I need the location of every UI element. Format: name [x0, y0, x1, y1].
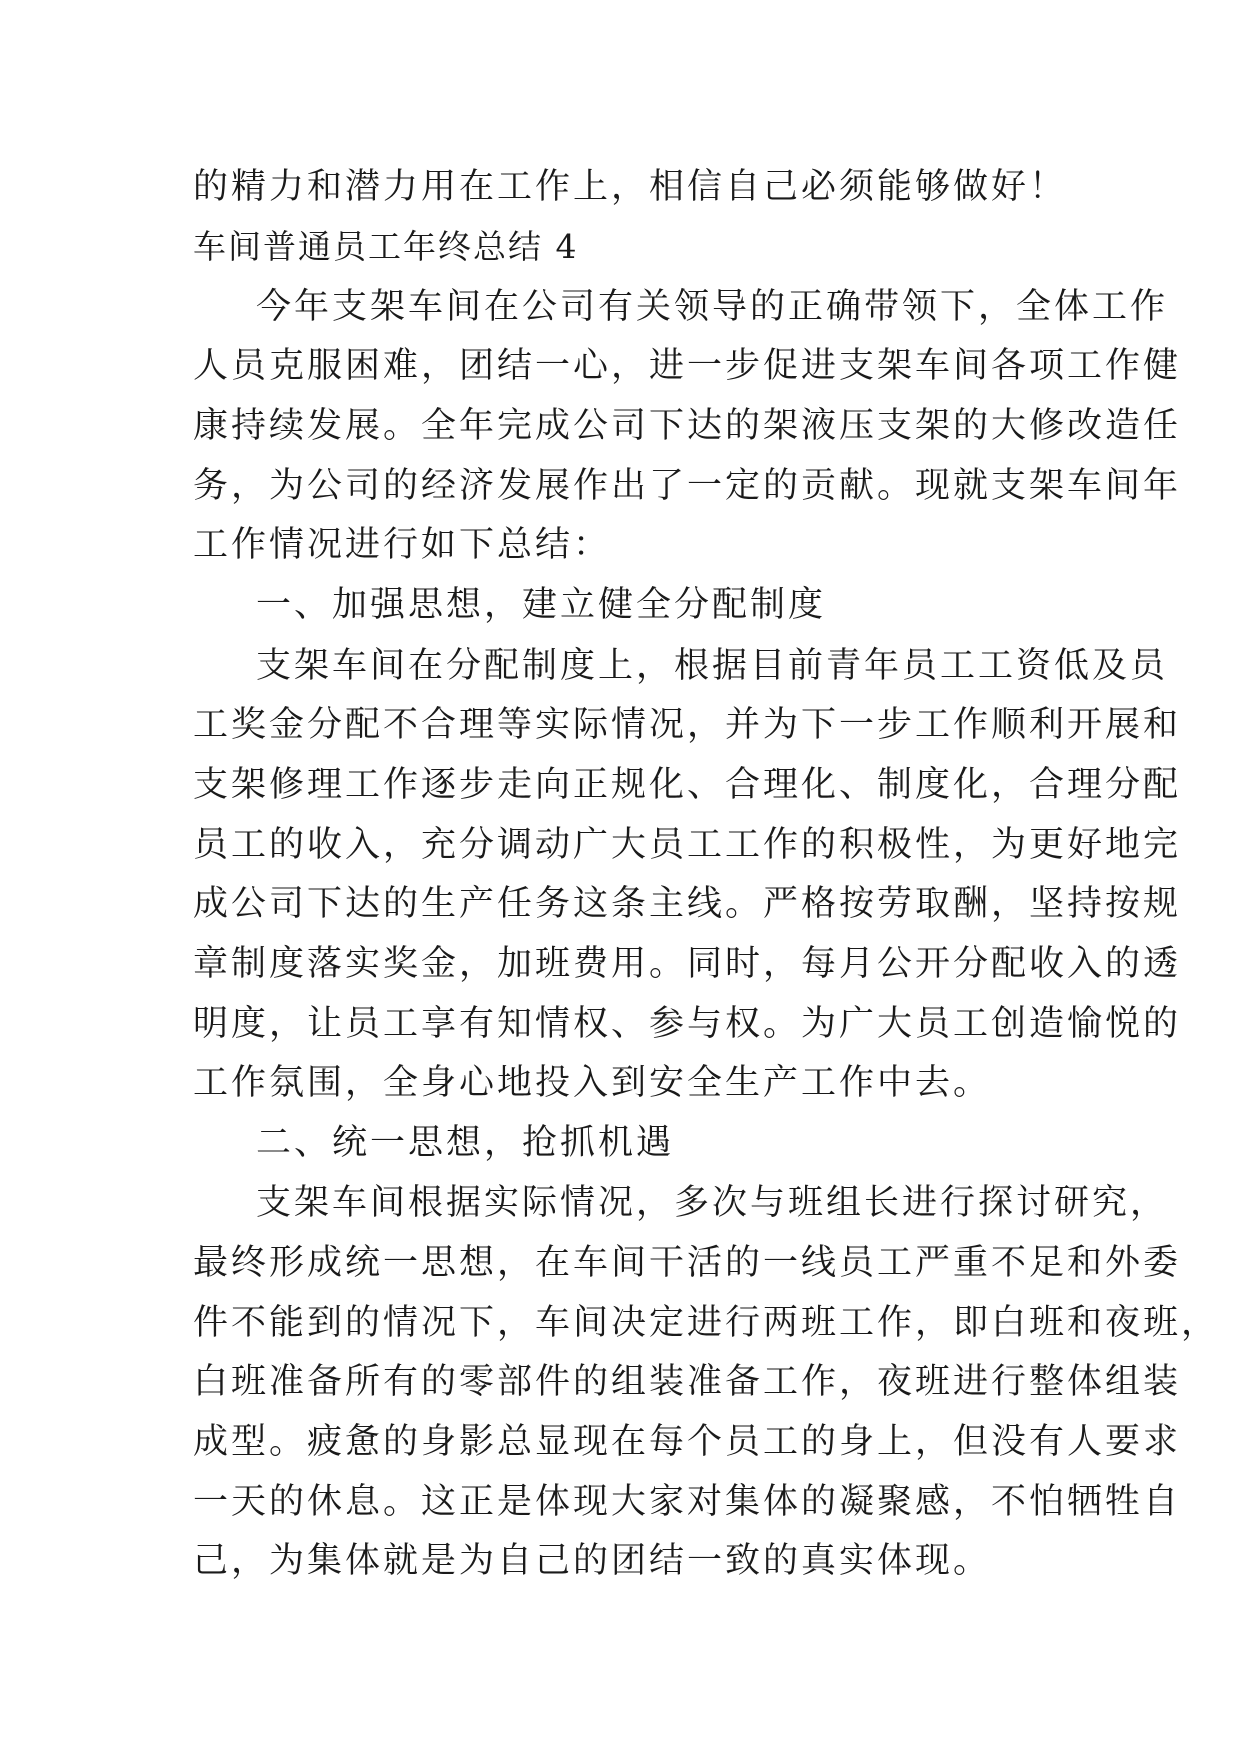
section-heading: 二、统一思想，抢抓机遇	[256, 1123, 675, 1163]
paragraph-line: 成型。疲惫的身影总显现在每个员工的身上，但没有人要求	[193, 1422, 1182, 1462]
paragraph-line: 成公司下达的生产任务这条主线。严格按劳取酬，坚持按规	[193, 884, 1182, 924]
section-title: 车间普通员工年终总结 4	[193, 227, 579, 266]
paragraph-line: 白班准备所有的零部件的组装准备工作，夜班进行整体组装	[193, 1362, 1182, 1402]
paragraph-line: 务，为公司的经济发展作出了一定的贡献。现就支架车间年	[193, 466, 1182, 506]
paragraph-line: 最终形成统一思想，在车间干活的一线员工严重不足和外委	[193, 1243, 1182, 1283]
paragraph-line: 工作情况进行如下总结：	[193, 525, 612, 565]
paragraph-line: 员工的收入，充分调动广大员工工作的积极性，为更好地完	[193, 825, 1182, 865]
paragraph-line: 支架修理工作逐步走向正规化、合理化、制度化，合理分配	[193, 765, 1182, 805]
paragraph-line: 支架车间根据实际情况，多次与班组长进行探讨研究，	[256, 1183, 1169, 1223]
paragraph-line: 康持续发展。全年完成公司下达的架液压支架的大修改造任	[193, 406, 1182, 446]
paragraph-line: 己，为集体就是为自己的团结一致的真实体现。	[193, 1541, 992, 1581]
paragraph-line: 章制度落实奖金，加班费用。同时，每月公开分配收入的透	[193, 944, 1182, 984]
paragraph-line: 一天的休息。这正是体现大家对集体的凝聚感，不怕牺牲自	[193, 1482, 1182, 1522]
paragraph-line: 支架车间在分配制度上，根据目前青年员工工资低及员	[256, 646, 1169, 686]
paragraph-line: 工作氛围，全身心地投入到安全生产工作中去。	[193, 1063, 992, 1103]
paragraph-line: 明度，让员工享有知情权、参与权。为广大员工创造愉悦的	[193, 1004, 1182, 1044]
paragraph-line: 今年支架车间在公司有关领导的正确带领下，全体工作	[256, 287, 1169, 327]
paragraph-line: 的精力和潜力用在工作上，相信自己必须能够做好！	[193, 167, 1068, 207]
paragraph-line: 工奖金分配不合理等实际情况，并为下一步工作顺利开展和	[193, 705, 1182, 745]
section-heading: 一、加强思想，建立健全分配制度	[256, 585, 827, 625]
paragraph-line: 人员克服困难，团结一心，进一步促进支架车间各项工作健	[193, 346, 1182, 386]
paragraph-line: 件不能到的情况下，车间决定进行两班工作，即白班和夜班，	[193, 1303, 1220, 1343]
